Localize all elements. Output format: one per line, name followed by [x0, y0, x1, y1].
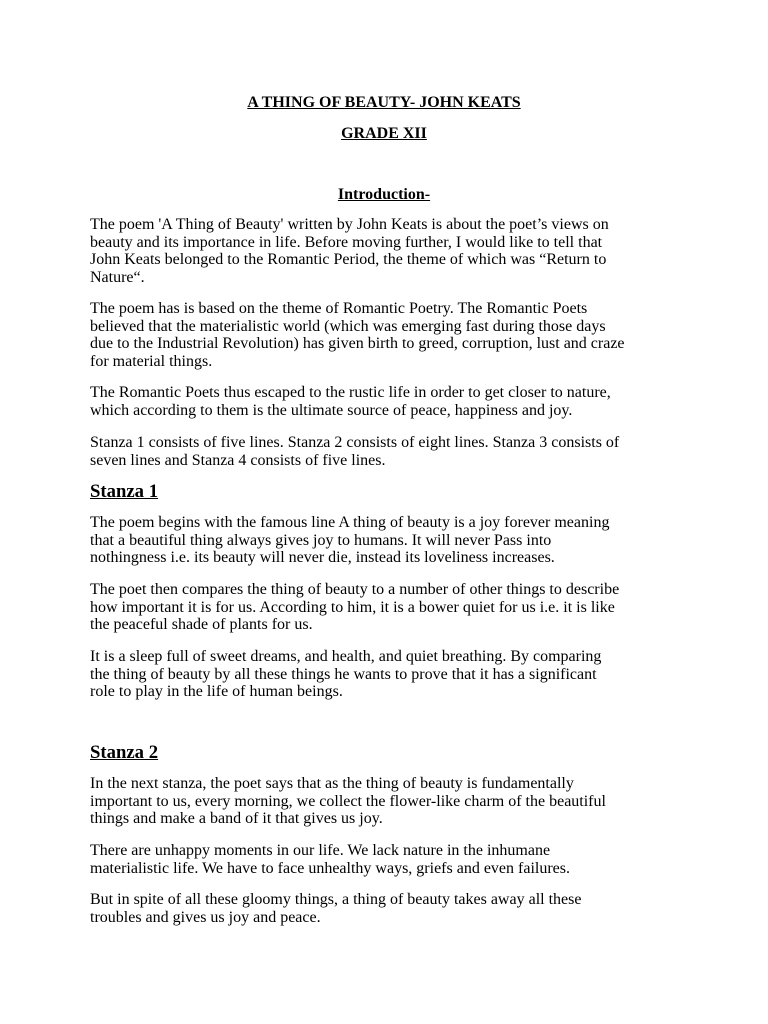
text-line: The Romantic Poets thus escaped to the rustic life in order to get closer to nature,: [90, 384, 611, 401]
text-line: believed that the materialistic world (which was emerging fast during those days: [90, 317, 606, 335]
text-line: how important it is for us. According to him, it is a bower quiet for us i.e. it is like: [90, 598, 615, 616]
introduction-heading: Introduction-: [337, 186, 431, 203]
text-line: that a beautiful thing always gives joy to humans. It will never Pass into: [90, 531, 552, 549]
intro-paragraph-3: [90, 384, 690, 419]
text-line: But in spite of all these gloomy things, a thing of beauty takes away all these: [90, 891, 582, 908]
text-line: The poet then compares the thing of beauty to a number of other things to describe: [90, 581, 620, 598]
text-line: troubles and gives us joy and peace.: [90, 908, 321, 926]
text-line: The poem 'A Thing of Beauty' written by John Keats is about the poet’s views on: [90, 216, 609, 233]
text-line: due to the Industrial Revolution) has given birth to greed, corruption, lust and craze: [90, 335, 625, 352]
text-line: beauty and its importance in life. Before moving further, I would like to tell that: [90, 233, 603, 251]
stanza-2-paragraph-1: [90, 775, 690, 828]
stanza-1-heading: Stanza 1: [90, 481, 159, 502]
intro-paragraph-2: [90, 300, 690, 370]
text-line: The poem begins with the famous line A thing of beauty is a joy forever meaning: [90, 514, 610, 531]
stanza-1-paragraph-1: [90, 514, 690, 567]
text-line: role to play in the life of human beings.: [90, 683, 343, 700]
stanza-1-paragraph-2: [90, 581, 690, 634]
text-line: which according to them is the ultimate source of peace, happiness and joy.: [90, 401, 573, 419]
grade-label: GRADE XII: [341, 125, 427, 142]
text-line: The poem has is based on the theme of Romantic Poetry. The Romantic Poets: [90, 300, 588, 317]
text-line: for material things.: [90, 352, 213, 370]
text-line: There are unhappy moments in our life. We lack nature in the inhumane: [90, 842, 551, 859]
text-line: It is a sleep full of sweet dreams, and health, and quiet breathing. By comparing: [90, 648, 602, 665]
text-line: nothingness i.e. its beauty will never die, instead its loveliness increases.: [90, 549, 555, 566]
intro-paragraph-1: [90, 216, 690, 286]
intro-paragraph-4: [90, 434, 690, 469]
text-line: Stanza 1 consists of five lines. Stanza 2 consists of eight lines. Stanza 3 consists of: [90, 434, 620, 451]
text-line: the thing of beauty by all these things he wants to prove that it has a significant: [90, 665, 597, 683]
stanza-2-paragraph-2: [90, 842, 690, 877]
text-line: seven lines and Stanza 4 consists of five lines.: [90, 451, 386, 469]
text-line: things and make a band of it that gives us joy.: [90, 810, 383, 827]
text-line: Nature“.: [90, 268, 145, 286]
stanza-2-paragraph-3: [90, 891, 690, 926]
document-title: A THING OF BEAUTY- JOHN KEATS: [247, 94, 521, 111]
stanza-2-heading: Stanza 2: [90, 742, 159, 763]
stanza-1-paragraph-3: [90, 648, 690, 701]
text-line: important to us, every morning, we collect the flower-like charm of the beautiful: [90, 792, 606, 810]
text-line: In the next stanza, the poet says that as the thing of beauty is fundamentally: [90, 775, 574, 792]
text-line: John Keats belonged to the Romantic Period, the theme of which was “Return to: [90, 251, 607, 268]
text-line: the peaceful shade of plants for us.: [90, 616, 313, 633]
text-line: materialistic life. We have to face unhealthy ways, griefs and even failures.: [90, 859, 570, 877]
